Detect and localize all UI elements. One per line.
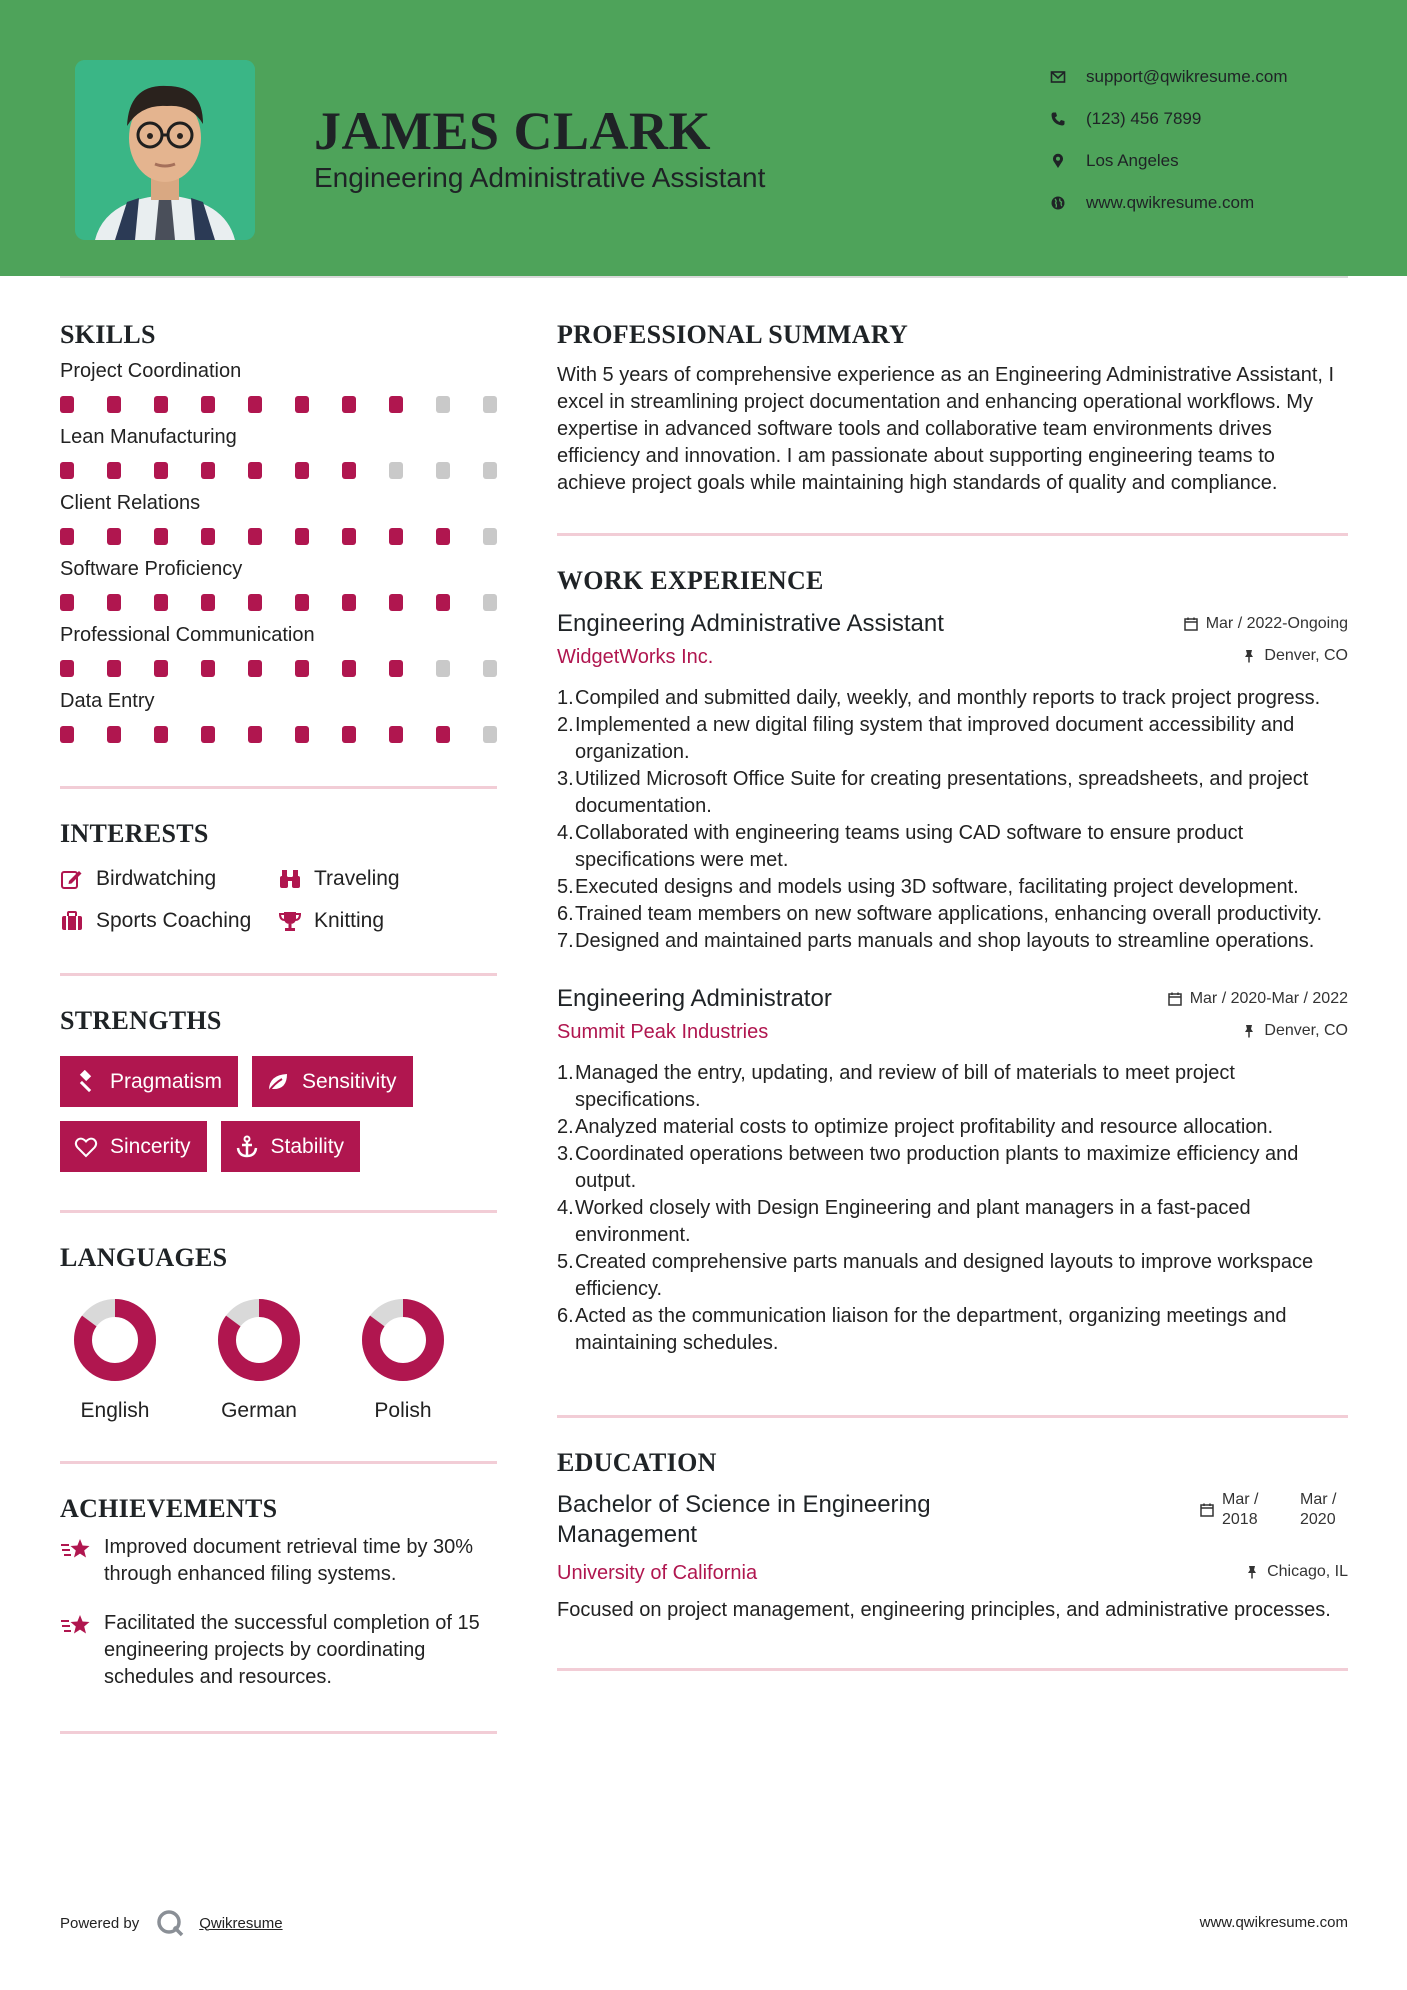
calendar-icon [1168, 992, 1182, 1006]
job-bullet: 4. Worked closely with Design Engineering and plant managers in a fast-paced environment. [557, 1197, 1251, 1246]
footer-url[interactable]: www.qwikresume.com [1199, 1914, 1348, 1931]
job-bullet: 7. Designed and maintained parts manuals and shop layouts to streamline operations. [557, 930, 1315, 952]
skill-name: Professional Communication [60, 624, 315, 646]
skill-rating [60, 660, 497, 680]
job-location [1242, 647, 1348, 665]
achievement-text: Improved document retrieval time by 30% through enhanced filing systems. [104, 1536, 474, 1585]
achievements-list [60, 1534, 497, 1691]
contact-website[interactable] [1050, 182, 1288, 224]
education-heading: EDUCATION [557, 1448, 717, 1477]
skill-name: Data Entry [60, 690, 155, 712]
interest-item [60, 909, 278, 933]
summary-text: With 5 years of comprehensive experience as an Engineering Administrative Assistant, I excel in streamlining project documentation and enhancing operational workflows. My expertise in advanced software tools and collaborative team environments drives efficiency and innovation. I am passionate about supporting engineering teams to achieve project goals while maintaining high standards of quality and compliance. [557, 364, 1335, 494]
map-pin-icon [1050, 153, 1066, 169]
education-school: University of California [557, 1562, 758, 1584]
language-donut [72, 1297, 158, 1383]
rating-dot-filled [342, 528, 356, 545]
rating-dot-filled [201, 660, 215, 677]
gavel-icon [74, 1070, 98, 1094]
rating-dot-filled [107, 726, 121, 743]
interests-list [60, 867, 497, 933]
strength-label: Pragmatism [110, 1069, 223, 1093]
powered-by-label: Powered by [60, 1914, 140, 1932]
strength-tag [221, 1121, 361, 1172]
rating-dot-filled [295, 726, 309, 743]
rating-dot-empty [483, 594, 497, 611]
language-name: English [80, 1399, 150, 1422]
rating-dot-filled [248, 462, 262, 479]
rating-dot-filled [60, 396, 74, 413]
language-item [216, 1297, 302, 1423]
rating-dot-empty [483, 462, 497, 479]
interest-item [278, 867, 478, 891]
trophy-icon [278, 909, 302, 933]
education-dates [1200, 1490, 1348, 1530]
header-band [0, 0, 1407, 276]
job-header [557, 610, 1348, 638]
rating-dot-empty [483, 396, 497, 413]
rating-dot-filled [436, 726, 450, 743]
education-description: Focused on project management, engineering principles, and administrative processes. [557, 1599, 1331, 1621]
language-name: Polish [374, 1399, 432, 1422]
rating-dot-empty [436, 660, 450, 677]
skills-list [60, 360, 497, 746]
binoculars-icon [278, 867, 302, 891]
interests-heading: INTERESTS [60, 819, 209, 848]
section-divider [60, 1210, 497, 1213]
rating-dot-filled [107, 660, 121, 677]
calendar-icon [1200, 1503, 1214, 1517]
job-bullet: 1. Compiled and submitted daily, weekly, and monthly reports to track project progress. [557, 687, 1321, 709]
job-company: WidgetWorks Inc. [557, 646, 714, 668]
job-location-text: Denver, CO [1264, 1022, 1348, 1039]
strength-tag [60, 1121, 207, 1172]
job-company: Summit Peak Industries [557, 1021, 769, 1043]
job-dates-text: Mar / 2022-Ongoing [1205, 615, 1348, 632]
skill-item [60, 558, 497, 614]
job-role: Engineering Administrator [557, 985, 832, 1012]
shooting-star-icon [60, 1612, 92, 1640]
rating-dot-filled [342, 462, 356, 479]
rating-dot-filled [201, 396, 215, 413]
rating-dot-filled [107, 528, 121, 545]
skill-name: Project Coordination [60, 360, 242, 382]
achievement-item [60, 1610, 497, 1691]
envelope-icon [1050, 69, 1066, 85]
education-entry [557, 1490, 1348, 1624]
skill-rating [60, 528, 497, 548]
job-bullet: 6. Acted as the communication liaison for the department, organizing meetings and maintaining schedules. [557, 1305, 1287, 1354]
pushpin-icon [1245, 1565, 1259, 1579]
strength-tag [252, 1056, 413, 1107]
rating-dot-filled [201, 462, 215, 479]
rating-dot-filled [295, 660, 309, 677]
rating-dot-filled [248, 660, 262, 677]
person-portrait-icon [75, 60, 255, 240]
rating-dot-filled [60, 726, 74, 743]
education-start: Mar / 2018 [1222, 1491, 1259, 1528]
experience-heading: WORK EXPERIENCE [557, 566, 824, 595]
education-degree: Bachelor of Science in Engineering Management [557, 1491, 931, 1548]
phone-icon [1050, 111, 1066, 127]
job-bullet: 6. Trained team members on new software applications, enhancing overall productivity. [557, 903, 1323, 925]
rating-dot-filled [295, 462, 309, 479]
rating-dot-filled [295, 528, 309, 545]
rating-dot-empty [436, 396, 450, 413]
job-entry [557, 610, 1348, 955]
interest-label: Birdwatching [96, 867, 217, 890]
candidate-title: Engineering Administrative Assistant [314, 162, 766, 193]
rating-dot-filled [342, 660, 356, 677]
rating-dot-filled [154, 726, 168, 743]
section-divider [60, 1461, 497, 1464]
contact-email-text: support@qwikresume.com [1086, 67, 1288, 86]
contact-phone-text: (123) 456 7899 [1086, 109, 1202, 128]
rating-dot-filled [248, 396, 262, 413]
rating-dot-empty [389, 462, 403, 479]
edit-icon [60, 867, 84, 891]
contact-website-text: www.qwikresume.com [1086, 193, 1255, 212]
rating-dot-filled [389, 396, 403, 413]
job-role: Engineering Administrative Assistant [557, 610, 944, 637]
strength-label: Stability [270, 1134, 345, 1158]
strength-label: Sensitivity [302, 1069, 397, 1093]
interest-label: Traveling [314, 867, 400, 890]
achievement-text: Facilitated the successful completion of 15 engineering projects by coordinating schedules and resources. [104, 1612, 480, 1688]
interest-label: Knitting [314, 909, 385, 932]
rating-dot-filled [248, 528, 262, 545]
job-dates [1168, 990, 1348, 1008]
achievements-heading: ACHIEVEMENTS [60, 1494, 278, 1523]
skill-item [60, 426, 497, 482]
section-divider [60, 1731, 497, 1734]
heart-icon [74, 1135, 98, 1159]
rating-dot-filled [248, 594, 262, 611]
rating-dot-filled [201, 594, 215, 611]
skill-name: Client Relations [60, 492, 201, 514]
language-donut [360, 1297, 446, 1383]
skill-item [60, 492, 497, 548]
interest-item [278, 909, 478, 933]
education-location [1245, 1563, 1348, 1581]
rating-dot-filled [389, 594, 403, 611]
education-location-text: Chicago, IL [1267, 1563, 1348, 1580]
contact-phone[interactable] [1050, 98, 1288, 140]
rating-dot-filled [107, 396, 121, 413]
section-divider [557, 1415, 1348, 1418]
rating-dot-filled [60, 528, 74, 545]
rating-dot-filled [154, 594, 168, 611]
left-column [60, 320, 497, 1734]
job-bullets [557, 1060, 1348, 1357]
rating-dot-filled [389, 660, 403, 677]
profile-photo [75, 60, 255, 240]
briefcase-icon [60, 909, 84, 933]
rating-dot-filled [295, 594, 309, 611]
rating-dot-filled [154, 528, 168, 545]
section-divider [557, 533, 1348, 536]
rating-dot-filled [201, 528, 215, 545]
skill-item [60, 690, 497, 746]
contact-list [1050, 56, 1288, 224]
anchor-icon [235, 1135, 259, 1159]
rating-dot-filled [436, 594, 450, 611]
footer [60, 1900, 1348, 1940]
rating-dot-filled [60, 660, 74, 677]
contact-email[interactable] [1050, 56, 1288, 98]
contact-location-text: Los Angeles [1086, 151, 1179, 170]
summary-heading: PROFESSIONAL SUMMARY [557, 320, 909, 349]
skill-rating [60, 594, 497, 614]
shooting-star-icon [60, 1536, 92, 1564]
rating-dot-filled [248, 726, 262, 743]
rating-dot-filled [107, 462, 121, 479]
rating-dot-filled [389, 726, 403, 743]
rating-dot-filled [342, 396, 356, 413]
rating-dot-filled [154, 396, 168, 413]
pushpin-icon [1242, 649, 1256, 663]
header-divider [60, 276, 1348, 278]
languages-list [60, 1297, 497, 1423]
rating-dot-filled [436, 528, 450, 545]
education-header [557, 1490, 1348, 1550]
rating-dot-filled [389, 528, 403, 545]
job-bullet: 2. Implemented a new digital filing system that improved document accessibility and organization. [557, 714, 1295, 763]
rating-dot-filled [154, 462, 168, 479]
skills-heading: SKILLS [60, 320, 156, 349]
job-header [557, 985, 1348, 1013]
language-donut [216, 1297, 302, 1383]
rating-dot-empty [436, 462, 450, 479]
rating-dot-filled [107, 594, 121, 611]
candidate-name: JAMES CLARK [314, 101, 712, 161]
job-bullet: 5. Executed designs and models using 3D software, facilitating project development. [557, 876, 1299, 898]
interest-item [60, 867, 278, 891]
job-bullet: 4. Collaborated with engineering teams using CAD software to ensure product specifications were met. [557, 822, 1244, 871]
globe-icon [1050, 195, 1066, 211]
pushpin-icon [1242, 1024, 1256, 1038]
languages-heading: LANGUAGES [60, 1243, 228, 1272]
interest-label: Sports Coaching [96, 909, 252, 932]
language-item [360, 1297, 446, 1423]
rating-dot-filled [342, 594, 356, 611]
leaf-icon [266, 1070, 290, 1094]
qwikresume-logo-icon [155, 1908, 185, 1938]
achievement-item [60, 1534, 497, 1588]
job-entry [557, 985, 1348, 1357]
skill-rating [60, 396, 497, 416]
language-item [72, 1297, 158, 1423]
rating-dot-empty [483, 528, 497, 545]
job-location-text: Denver, CO [1264, 647, 1348, 664]
job-subheader [557, 1021, 1348, 1044]
powered-by [60, 1908, 283, 1938]
skill-item [60, 360, 497, 416]
skill-name: Software Proficiency [60, 558, 243, 580]
job-bullet: 1. Managed the entry, updating, and review of bill of materials to meet project specifications. [557, 1062, 1235, 1111]
rating-dot-filled [60, 462, 74, 479]
job-subheader [557, 646, 1348, 669]
job-bullet: 2. Analyzed material costs to optimize project profitability and resource allocation. [557, 1116, 1274, 1138]
skill-item [60, 624, 497, 680]
strength-label: Sincerity [110, 1134, 191, 1158]
skill-rating [60, 726, 497, 746]
job-bullet: 5. Created comprehensive parts manuals and designed layouts to improve workspace efficiency. [557, 1251, 1314, 1300]
language-name: German [221, 1399, 297, 1422]
job-bullet: 3. Utilized Microsoft Office Suite for creating presentations, spreadsheets, and project documentation. [557, 768, 1309, 817]
rating-dot-empty [483, 660, 497, 677]
education-subheader [557, 1562, 1348, 1585]
rating-dot-filled [342, 726, 356, 743]
section-divider [60, 973, 497, 976]
rating-dot-filled [201, 726, 215, 743]
skill-name: Lean Manufacturing [60, 426, 237, 448]
job-location [1242, 1022, 1348, 1040]
strengths-list [60, 1056, 497, 1172]
education-end: Mar / 2020 [1300, 1491, 1337, 1528]
job-bullets [557, 685, 1348, 955]
rating-dot-filled [60, 594, 74, 611]
calendar-icon [1184, 617, 1198, 631]
rating-dot-filled [154, 660, 168, 677]
job-dates [1184, 615, 1348, 633]
job-dates-text: Mar / 2020-Mar / 2022 [1189, 990, 1348, 1007]
right-column [557, 320, 1348, 1671]
strengths-heading: STRENGTHS [60, 1006, 222, 1035]
job-bullet: 3. Coordinated operations between two production plants to maximize efficiency and output. [557, 1143, 1299, 1192]
skill-rating [60, 462, 497, 482]
section-divider [60, 786, 497, 789]
rating-dot-empty [483, 726, 497, 743]
brand-link[interactable]: Qwikresume [199, 1914, 283, 1932]
contact-location [1050, 140, 1288, 182]
section-divider [557, 1668, 1348, 1671]
strength-tag [60, 1056, 238, 1107]
rating-dot-filled [295, 396, 309, 413]
